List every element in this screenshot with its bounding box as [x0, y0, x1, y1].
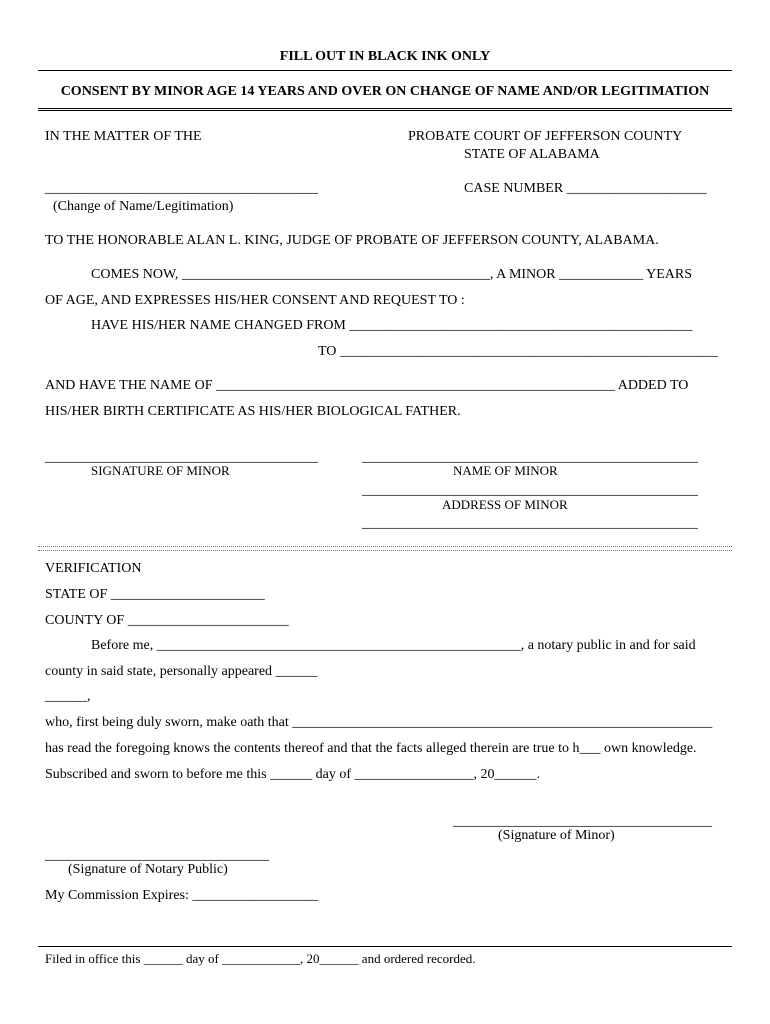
comes-now-line[interactable]: COMES NOW, ____________________________________________, A MINOR ____________ YEARS — [91, 267, 692, 282]
notary-signature-caption: (Signature of Notary Public) — [68, 862, 228, 877]
section-divider — [38, 546, 732, 547]
name-from-line[interactable]: HAVE HIS/HER NAME CHANGED FROM _________________________________________________ — [91, 318, 693, 333]
verification-heading: VERIFICATION — [45, 561, 142, 576]
name-of-minor-label: NAME OF MINOR — [453, 463, 558, 478]
top-rule — [38, 70, 732, 71]
footer-rule — [38, 946, 732, 947]
verification-minor-signature-field[interactable]: _____________________________________ — [453, 814, 712, 829]
minor-signature-field[interactable]: _______________________________________ — [45, 450, 318, 465]
state-of-field[interactable]: STATE OF ______________________ — [45, 587, 265, 602]
form-title: CONSENT BY MINOR AGE 14 YEARS AND OVER ON CHANGE OF NAME AND/OR LEGITIMATION — [60, 84, 710, 99]
matter-name-field[interactable]: _______________________________________ — [45, 181, 318, 196]
ink-notice: FILL OUT IN BLACK INK ONLY — [279, 49, 491, 64]
matter-label: IN THE MATTER OF THE — [45, 129, 202, 144]
minor-address-field[interactable]: ________________________________________________ — [362, 483, 698, 498]
signature-of-minor-label: SIGNATURE OF MINOR — [91, 463, 230, 478]
of-age-line: OF AGE, AND EXPRESSES HIS/HER CONSENT AND REQUEST TO : — [45, 293, 465, 308]
have-name-line[interactable]: AND HAVE THE NAME OF _________________________________________________________ ADDED TO — [45, 378, 689, 393]
judge-address: TO THE HONORABLE ALAN L. KING, JUDGE OF PROBATE OF JEFFERSON COUNTY, ALABAMA. — [45, 233, 659, 248]
county-appeared-line[interactable]: county in said state, personally appeared ______ — [45, 664, 318, 679]
court-state: STATE OF ALABAMA — [464, 147, 600, 162]
minor-address-field-2[interactable]: ________________________________________________ — [362, 516, 698, 531]
subscribed-line[interactable]: Subscribed and sworn to before me this ______ day of _________________, 20______. — [45, 767, 540, 782]
county-of-field[interactable]: COUNTY OF _______________________ — [45, 613, 289, 628]
name-to-line[interactable]: TO ______________________________________________________ — [318, 344, 718, 359]
matter-subject: (Change of Name/Legitimation) — [53, 199, 234, 214]
title-rule — [38, 108, 732, 111]
foregoing-statement: has read the foregoing knows the contents thereof and that the facts alleged therein are true to h___ own knowledge. — [45, 741, 697, 756]
minor-name-field[interactable]: ________________________________________________ — [362, 450, 698, 465]
before-me-line[interactable]: Before me, ____________________________________________________, a notary public in and for said — [91, 638, 696, 653]
filed-in-office-line[interactable]: Filed in office this ______ day of ____________, 20______ and ordered recorded. — [45, 951, 476, 966]
court-name: PROBATE COURT OF JEFFERSON COUNTY — [408, 129, 683, 144]
notary-signature-field[interactable]: ________________________________ — [45, 848, 269, 863]
address-of-minor-label: ADDRESS OF MINOR — [442, 497, 568, 512]
case-number-field[interactable]: CASE NUMBER ____________________ — [464, 181, 707, 196]
birth-certificate-line: HIS/HER BIRTH CERTIFICATE AS HIS/HER BIOLOGICAL FATHER. — [45, 404, 461, 419]
commission-expires-field[interactable]: My Commission Expires: __________________ — [45, 888, 319, 903]
appeared-continuation[interactable]: ______, — [45, 689, 91, 704]
signature-of-minor-caption: (Signature of Minor) — [498, 828, 615, 843]
sworn-oath-line[interactable]: who, first being duly sworn, make oath that ____________________________________________________________ — [45, 715, 713, 730]
section-divider-2 — [38, 550, 732, 551]
